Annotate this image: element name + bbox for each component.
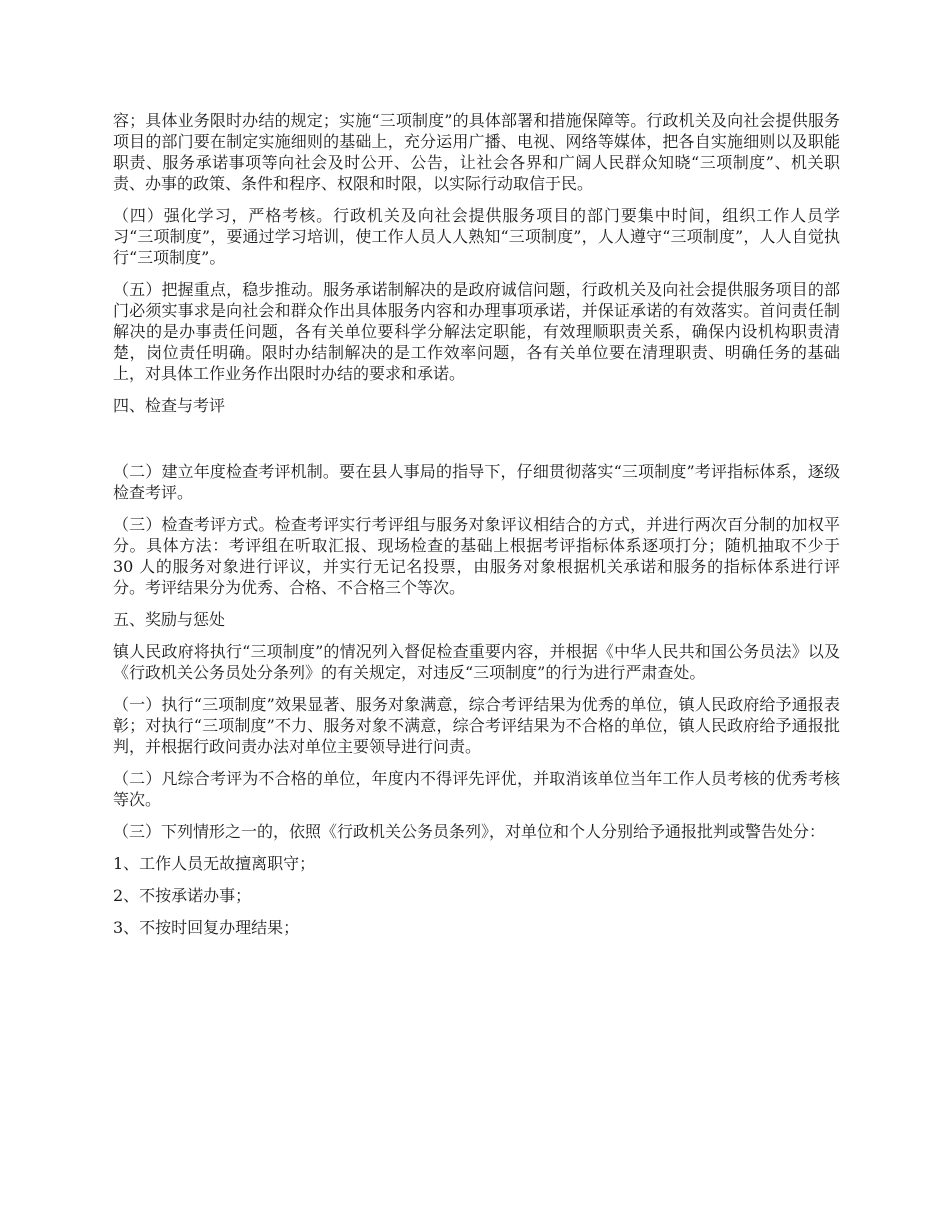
paragraph-penalty-conditions: （三）下列情形之一的，依照《行政机关公务员条列》，对单位和个人分别给予通报批判或警告处分：: [113, 822, 826, 841]
section-heading-inspection: 四、检查与考评: [113, 396, 226, 415]
blank-gap: [113, 427, 840, 461]
paragraph-inspection-method: （三）检查考评方式。检查考评实行考评组与服务对象评议相结合的方式，并进行两次百分制的加权平分。具体方法：考评组在听取汇报、现场检查的基础上根据考评指标体系逐项打分；随机抽取不少于 30 人的服务对象进行评议，并实行无记名投票，由服务对象根据机关承诺和服务的指标体系进行评分。考评结果分为优秀、合格、不合格三个等次。: [113, 515, 840, 597]
list-item-not-as-promised: 2、不按承诺办事；: [113, 886, 252, 905]
list-item-absent-duty: 1、工作人员无故擅离职守；: [113, 854, 316, 873]
list-item-late-reply: 3、不按时回复办理结果；: [113, 918, 300, 937]
document-body: [113, 110, 840, 949]
section-heading-rewards: 五、奖励与惩处: [113, 610, 226, 629]
paragraph-disqualification: （二）凡综合考评为不合格的单位，年度内不得评先评优，并取消该单位当年工作人员考核的优秀考核等次。: [113, 769, 840, 809]
paragraph-implementation-details: 容；具体业务限时办结的规定；实施“三项制度”的具体部署和措施保障等。行政机关及向社会提供服务项目的部门要在制定实施细则的基础上，充分运用广播、电视、网络等媒体，把各自实施细则以及职能职责、服务承诺事项等向社会及时公开、公告，让社会各界和广阔人民群众知晓“三项制度”、机关职责、办事的政策、条件和程序、权限和时限，以实际行动取信于民。: [113, 111, 840, 193]
paragraph-grasp-key-points: （五）把握重点，稳步推动。服务承诺制解决的是政府诚信问题，行政机关及向社会提供服务项目的部门必须实事求是向社会和群众作出具体服务内容和办理事项承诺，并保证承诺的有效落实。首问责任制解决的是办事责任问题，各有关单位要科学分解法定职能，有效理顺职责关系，确保内设机构职责清楚，岗位责任明确。限时办结制解决的是工作效率问题，各有关单位要在清理职责、明确任务的基础上，对具体工作业务作出限时办结的要求和承诺。: [113, 280, 840, 383]
paragraph-commendation: （一）执行“三项制度”效果显著、服务对象满意，综合考评结果为优秀的单位，镇人民政府给予通报表彰；对执行“三项制度”不力、服务对象不满意，综合考评结果为不合格的单位，镇人民政府给予通报批判，并根据行政问责办法对单位主要领导进行问责。: [113, 695, 840, 756]
paragraph-supervision: 镇人民政府将执行“三项制度”的情况列入督促检查重要内容，并根据《中华人民共和国公务员法》以及《行政机关公务员处分条列》的有关规定，对违反“三项制度”的行为进行严肃查处。: [113, 642, 840, 682]
paragraph-annual-inspection: （二）建立年度检查考评机制。要在县人事局的指导下，仔细贯彻落实“三项制度”考评指标体系，逐级检查考评。: [113, 462, 840, 502]
paragraph-strengthen-study: （四）强化学习，严格考核。行政机关及向社会提供服务项目的部门要集中时间，组织工作人员学习“三项制度”，要通过学习培训，使工作人员人人熟知“三项制度”，人人遵守“三项制度”，人人自觉执行“三项制度”。: [113, 206, 840, 267]
